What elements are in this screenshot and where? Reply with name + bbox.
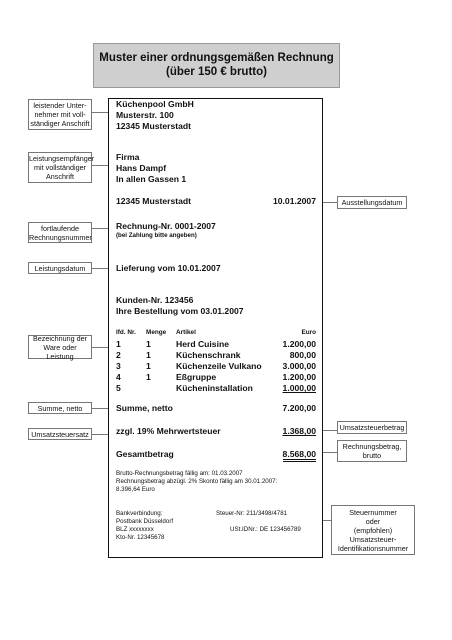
header-nr: lfd. Nr.: [116, 329, 136, 336]
label-steuernummer: [331, 505, 415, 555]
connector-line: [92, 434, 108, 435]
cell-nr: 1: [116, 339, 121, 349]
label-umsatzsteuersatz: [28, 428, 92, 440]
cell-nr: 5: [116, 383, 121, 393]
tax-value: 1.368,00: [282, 426, 316, 436]
delivery-date: Lieferung vom 10.01.2007: [116, 263, 221, 273]
sender-name: Küchenpool GmbH: [116, 99, 194, 109]
label-line: Anschrift: [46, 172, 74, 181]
label-line: Identifikationsnummer: [337, 543, 409, 553]
cell-artikel: Küchenzeile Vulkano: [176, 361, 262, 371]
document-title: [93, 43, 340, 88]
label-rechnungsnummer: [28, 222, 92, 243]
label-line: Leistungsdatum: [34, 263, 86, 273]
payment-line: Brutto-Rechnungsbetrag fällig am: 01.03.2007: [116, 470, 243, 477]
connector-line: [323, 520, 331, 521]
label-line: leistender Unter-: [33, 101, 87, 110]
cell-euro: 3.000,00: [282, 361, 316, 371]
label-leistender-unternehmer: [28, 99, 92, 130]
label-line: mit vollständiger: [34, 163, 86, 172]
cell-artikel: Eßgruppe: [176, 372, 217, 382]
label-line: Leistungsempfänger: [29, 154, 95, 163]
tax-label: zzgl. 19% Mehrwertsteuer: [116, 426, 221, 436]
recipient-line: In allen Gassen 1: [116, 174, 187, 184]
payment-line: 8.396,64 Euro: [116, 486, 155, 493]
cell-nr: 4: [116, 372, 121, 382]
connector-line: [92, 112, 108, 113]
bank-line: Bankverbindung:: [116, 510, 163, 517]
label-line: Rechnungsnummer: [29, 232, 92, 242]
cell-artikel: Küchenschrank: [176, 350, 241, 360]
connector-line: [92, 165, 108, 166]
invoice-number-note: (bei Zahlung bitte angeben): [116, 232, 197, 239]
header-euro: Euro: [301, 329, 316, 336]
label-rechnungsbetrag: [337, 440, 407, 462]
label-umsatzsteuerbetrag: [337, 421, 407, 434]
cell-menge: 1: [146, 350, 151, 360]
bank-line: Postbank Düsseldorf: [116, 518, 174, 525]
bank-details: [116, 510, 173, 542]
tax-number: Steuer-Nr: 211/3498/4781: [216, 510, 288, 517]
connector-line: [92, 268, 108, 269]
connector-line: [323, 202, 337, 203]
label-line: Ausstellungsdatum: [341, 198, 403, 207]
cell-artikel: Kücheninstallation: [176, 383, 253, 393]
title-line-1: Muster einer ordnungsgemäßen Rechnung: [99, 52, 334, 64]
header-artikel: Artikel: [176, 329, 196, 336]
customer-block: [116, 295, 244, 317]
label-bezeichnung: [28, 335, 92, 359]
label-line: Summe, netto: [37, 403, 83, 413]
label-line: Umsatzsteuer-: [349, 534, 397, 544]
recipient-address: [116, 152, 186, 185]
invoice-number-block: [116, 221, 216, 240]
title-line-2: (über 150 € brutto): [166, 66, 267, 78]
net-total-value: 7.200,00: [282, 403, 316, 413]
label-line: ständiger Anschrift: [30, 119, 90, 128]
connector-line: [323, 452, 337, 453]
label-line: Ware oder Leistung: [43, 342, 77, 361]
cell-euro: 1.200,00: [282, 339, 316, 349]
cell-nr: 3: [116, 361, 121, 371]
cell-menge: 1: [146, 361, 151, 371]
place: 12345 Musterstadt: [116, 196, 191, 206]
order-date: Ihre Bestellung vom 03.01.2007: [116, 306, 244, 316]
cell-menge: 1: [146, 372, 151, 382]
cell-euro: 1.200,00: [282, 372, 316, 382]
recipient-line: Firma: [116, 152, 140, 162]
label-line: fortlaufende: [41, 223, 79, 233]
header-menge: Menge: [146, 329, 167, 336]
invoice-number: Rechnung-Nr. 0001-2007: [116, 221, 216, 231]
sender-city: 12345 Musterstadt: [116, 121, 191, 131]
cell-euro: 800,00: [289, 350, 316, 360]
label-line: Steuernummer: [349, 507, 397, 517]
gross-total-label: Gesamtbetrag: [116, 449, 174, 459]
label-line: nehmer mit voll-: [34, 110, 86, 119]
label-line: Umsatzsteuerbetrag: [339, 423, 405, 432]
label-line: brutto: [362, 451, 382, 460]
cell-menge: 1: [146, 339, 151, 349]
label-leistungsdatum: [28, 262, 92, 274]
cell-artikel: Herd Cuisine: [176, 339, 230, 349]
sender-address: [116, 99, 194, 132]
sender-street: Musterstr. 100: [116, 110, 174, 120]
label-line: Bezeichnung der: [33, 333, 87, 343]
label-line: oder: [365, 516, 381, 526]
issue-date: 10.01.2007: [272, 196, 316, 206]
label-line: Umsatzsteuersatz: [31, 429, 89, 439]
connector-line: [323, 430, 337, 431]
bank-line: BLZ xxxxxxxx: [116, 526, 154, 533]
label-line: Rechnungsbetrag,: [342, 442, 402, 451]
connector-line: [92, 408, 108, 409]
cell-nr: 2: [116, 350, 121, 360]
label-leistungsempfaenger: [28, 152, 95, 183]
net-total-label: Summe, netto: [116, 403, 173, 413]
vat-id: USt.IDNr.: DE 123456789: [230, 526, 301, 533]
recipient-line: Hans Dampf: [116, 163, 167, 173]
customer-number: Kunden-Nr. 123456: [116, 295, 194, 305]
gross-total-value: 8.568,00: [283, 449, 316, 462]
payment-terms: [116, 470, 316, 494]
payment-line: Rechnungsbetrag abzügl. 2% Skonto fällig am 30.01.2007:: [116, 478, 278, 485]
cell-euro: 1.000,00: [282, 383, 316, 393]
label-line: (empfohlen): [353, 525, 393, 535]
label-summe-netto: [28, 402, 92, 414]
connector-line: [92, 228, 108, 229]
label-ausstellungsdatum: [337, 196, 407, 209]
connector-line: [92, 347, 108, 348]
bank-line: Kto-Nr. 12345678: [116, 534, 165, 541]
